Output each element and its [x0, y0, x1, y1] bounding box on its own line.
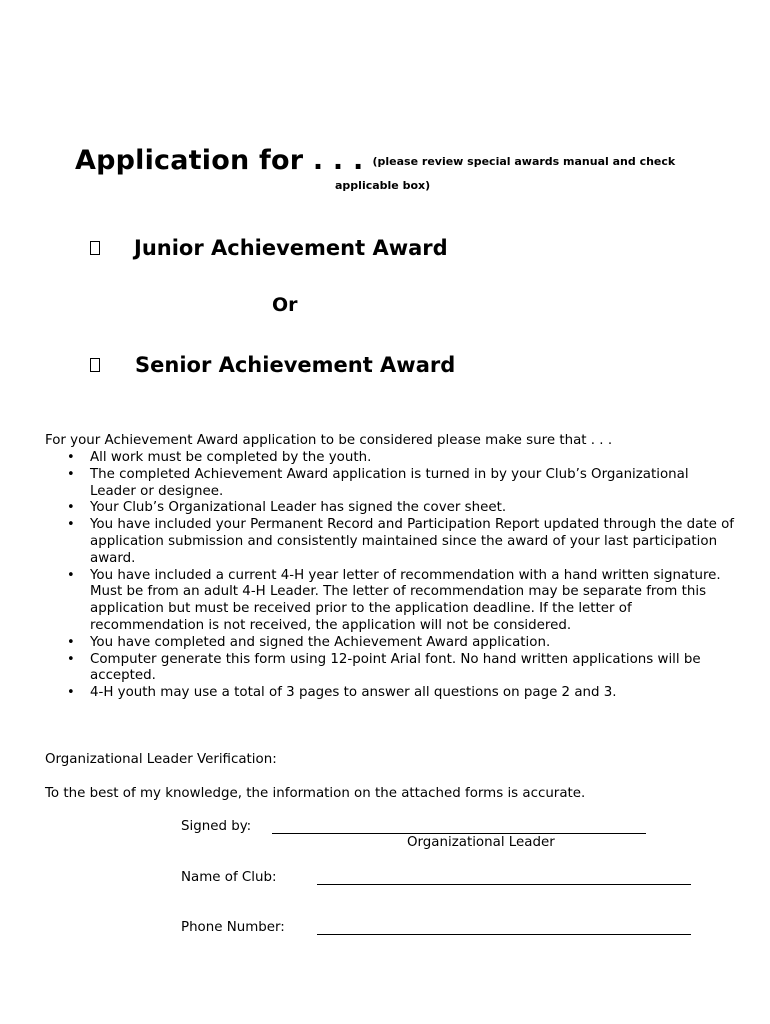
verification-heading: Organizational Leader Verification: — [45, 752, 277, 767]
signed-by-label: Signed by: — [181, 819, 252, 834]
list-item: • 4-H youth may use a total of 3 pages to answer all questions on page 2 and 3. — [90, 685, 735, 702]
signature-caption: Organizational Leader — [407, 835, 555, 850]
signature-line[interactable] — [272, 833, 646, 834]
list-item: • Your Club’s Organizational Leader has signed the cover sheet. — [90, 500, 735, 517]
club-name-line[interactable] — [317, 884, 691, 885]
title-note: (please review special awards manual and check — [372, 155, 676, 168]
list-item: • You have included a current 4-H year letter of recommendation with a hand written signature. Must be from an adult 4-H Leader. The letter of recommendation may be separate from this application but must be received prior to the application deadline. If the letter of recommendation is not received, the application will not be considered. — [90, 568, 735, 635]
junior-award-checkbox[interactable] — [90, 241, 100, 255]
junior-award-label: Junior Achievement Award — [134, 236, 448, 260]
list-item: • You have completed and signed the Achievement Award application. — [90, 635, 735, 652]
requirements-list — [45, 450, 735, 702]
list-item: • All work must be completed by the youth. — [90, 450, 735, 467]
phone-number-line[interactable] — [317, 934, 691, 935]
verification-statement: To the best of my knowledge, the information on the attached forms is accurate. — [45, 786, 586, 801]
senior-award-label: Senior Achievement Award — [135, 353, 456, 377]
junior-award-option — [90, 236, 448, 260]
checklist-intro: For your Achievement Award application to be considered please make sure that . . . — [45, 433, 613, 448]
page-title: Application for . . . — [75, 145, 364, 176]
senior-award-checkbox[interactable] — [90, 358, 100, 372]
senior-award-option — [90, 353, 455, 377]
phone-number-label: Phone Number: — [181, 920, 285, 935]
club-name-label: Name of Club: — [181, 870, 277, 885]
application-header — [75, 145, 735, 192]
or-separator: Or — [272, 294, 298, 316]
title-note-continued: applicable box) — [335, 179, 431, 192]
list-item: • Computer generate this form using 12-point Arial font. No hand written applications will be accepted. — [90, 652, 735, 686]
list-item: • You have included your Permanent Record and Participation Report updated through the date of application submission and consistently maintained since the award of your last participation award. — [90, 517, 735, 567]
list-item: • The completed Achievement Award application is turned in by your Club’s Organizational Leader or designee. — [90, 467, 735, 501]
